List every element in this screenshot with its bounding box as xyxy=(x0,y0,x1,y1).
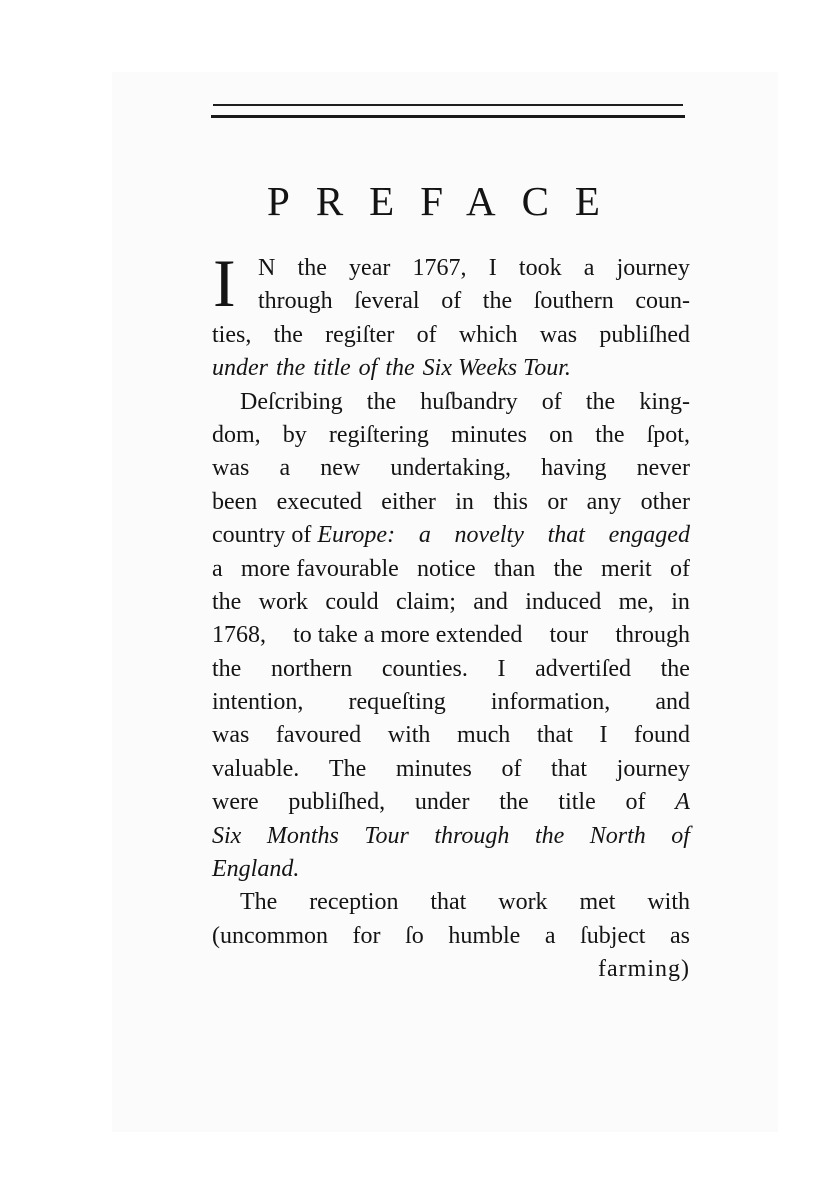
word: a xyxy=(544,922,556,949)
word: reception xyxy=(309,889,399,916)
word: having xyxy=(541,455,607,482)
text-line xyxy=(212,586,690,619)
word: ſo xyxy=(405,922,424,949)
word: minutes xyxy=(450,421,527,448)
word: with xyxy=(647,889,690,916)
word: journey xyxy=(616,755,690,782)
word: ſouthern xyxy=(533,288,614,315)
text-line xyxy=(212,886,690,919)
word: minutes xyxy=(395,755,472,782)
word: engaged xyxy=(608,522,690,549)
word: requeſting xyxy=(348,689,446,716)
word: the xyxy=(212,655,242,682)
word: to take a more extended xyxy=(293,622,523,649)
word: regiſter xyxy=(325,321,395,348)
word: were xyxy=(212,789,259,816)
word: North xyxy=(589,822,646,849)
word: I xyxy=(488,255,497,281)
word: this xyxy=(493,488,528,515)
word: the xyxy=(595,421,625,448)
word: I xyxy=(599,722,608,749)
word: and xyxy=(655,689,690,716)
word: publiſhed xyxy=(599,321,690,348)
word: ties, xyxy=(212,321,252,348)
word: claim; xyxy=(395,588,456,615)
top-rule-thick xyxy=(211,115,685,118)
word: of xyxy=(669,555,690,582)
word: the xyxy=(273,321,303,348)
word: undertaking, xyxy=(390,455,512,482)
word: of xyxy=(625,789,646,816)
word: never xyxy=(636,455,690,482)
text-line xyxy=(212,653,690,686)
word: the xyxy=(276,355,306,382)
word: (uncommon xyxy=(212,922,328,949)
word: publiſhed, xyxy=(288,789,386,816)
word: counties. xyxy=(381,655,468,682)
text-line xyxy=(212,386,690,419)
word: that xyxy=(547,522,585,549)
word: that xyxy=(430,889,467,916)
word: been xyxy=(212,488,258,515)
text-line xyxy=(212,786,690,819)
word: could xyxy=(325,588,379,615)
word: through xyxy=(615,622,690,649)
word: notice xyxy=(417,555,476,582)
word: advertiſed xyxy=(535,655,632,682)
word: Six xyxy=(212,822,242,849)
word: a xyxy=(279,455,291,482)
word: northern xyxy=(270,655,353,682)
text-line xyxy=(212,953,690,986)
word: Months xyxy=(266,822,339,849)
word: favoured xyxy=(275,722,362,749)
text-line xyxy=(212,452,690,485)
word: that xyxy=(551,755,588,782)
top-rule-thin xyxy=(213,104,683,106)
word: a xyxy=(418,522,431,549)
word: novelty xyxy=(454,522,524,549)
word: found xyxy=(634,722,690,749)
word: either xyxy=(381,488,436,515)
word: regiſtering xyxy=(328,421,429,448)
drop-cap: I xyxy=(213,245,236,321)
word: on xyxy=(549,421,574,448)
text-line xyxy=(212,319,690,352)
word: the xyxy=(297,255,327,281)
word: England. xyxy=(212,856,300,883)
word: country of Europe: xyxy=(212,522,396,549)
word: 1767, xyxy=(412,255,467,281)
word: the xyxy=(534,822,565,849)
word: as xyxy=(669,922,690,949)
word: farming) xyxy=(598,956,690,983)
word: intention, xyxy=(212,689,304,716)
text-line xyxy=(212,285,690,318)
word: which xyxy=(458,321,518,348)
word: was xyxy=(212,455,250,482)
word: much xyxy=(456,722,511,749)
word: ſeveral xyxy=(354,288,420,315)
text-line xyxy=(212,820,690,853)
preface-body xyxy=(212,252,690,987)
text-line xyxy=(212,252,690,285)
word: through xyxy=(434,822,510,849)
text-line xyxy=(212,686,690,719)
word: The xyxy=(328,755,367,782)
word: the xyxy=(660,655,690,682)
word: met xyxy=(579,889,616,916)
word: The xyxy=(240,889,278,916)
word: tour xyxy=(549,622,589,649)
text-line xyxy=(212,419,690,452)
word: of xyxy=(671,822,690,849)
word: title xyxy=(558,789,596,816)
word: ſpot, xyxy=(646,421,690,448)
text-line xyxy=(212,753,690,786)
word: ſubject xyxy=(580,922,646,949)
word: the xyxy=(366,388,397,415)
text-line xyxy=(212,619,690,652)
word: information, xyxy=(490,689,611,716)
word: was xyxy=(212,722,250,749)
word: than xyxy=(493,555,536,582)
text-line xyxy=(212,853,690,886)
word: that xyxy=(536,722,573,749)
word: other xyxy=(640,488,690,515)
word: any xyxy=(586,488,622,515)
word: the xyxy=(385,355,415,382)
word: the xyxy=(553,555,583,582)
word: through xyxy=(258,288,333,315)
word: merit xyxy=(601,555,652,582)
word: year xyxy=(349,255,391,281)
word: under xyxy=(414,789,470,816)
word: Deſcribing xyxy=(240,388,343,415)
text-line xyxy=(212,920,690,953)
word: work xyxy=(258,588,308,615)
word: A xyxy=(675,789,690,816)
word: Six Weeks Tour. xyxy=(422,355,571,382)
word: the xyxy=(585,388,616,415)
word: I xyxy=(497,655,506,682)
word: journey xyxy=(616,255,690,281)
text-line xyxy=(212,352,690,385)
word: of xyxy=(541,388,562,415)
word: me, xyxy=(618,588,654,615)
word: the xyxy=(482,288,513,315)
word: huſbandry xyxy=(420,388,518,415)
word: under xyxy=(212,355,268,382)
word: of xyxy=(358,355,378,382)
word: valuable. xyxy=(212,755,300,782)
word: humble xyxy=(448,922,521,949)
word: new xyxy=(320,455,361,482)
text-line xyxy=(212,486,690,519)
text-line xyxy=(212,519,690,552)
word: Tour xyxy=(364,822,409,849)
word: of xyxy=(441,288,462,315)
page-title: PREFACE xyxy=(267,178,626,224)
word: dom, xyxy=(212,421,261,448)
word: title xyxy=(313,355,351,382)
word: of xyxy=(416,321,437,348)
word: work xyxy=(498,889,548,916)
word: and xyxy=(473,588,508,615)
word: the xyxy=(212,588,242,615)
word: the xyxy=(499,789,529,816)
word: more favourable xyxy=(240,555,399,582)
word: in xyxy=(671,588,690,615)
word: N xyxy=(258,255,276,281)
word: a xyxy=(583,255,595,281)
word: by xyxy=(282,421,307,448)
word: induced xyxy=(525,588,602,615)
word: coun- xyxy=(635,288,690,315)
word: king- xyxy=(639,388,690,415)
word: was xyxy=(539,321,578,348)
word: 1768, xyxy=(212,622,266,649)
word: with xyxy=(387,722,431,749)
word: a xyxy=(212,555,223,582)
text-line xyxy=(212,719,690,752)
word: of xyxy=(501,755,522,782)
word: executed xyxy=(276,488,362,515)
word: for xyxy=(352,922,381,949)
word: took xyxy=(518,255,562,281)
text-line xyxy=(212,553,690,586)
word: or xyxy=(547,488,568,515)
word: in xyxy=(455,488,474,515)
